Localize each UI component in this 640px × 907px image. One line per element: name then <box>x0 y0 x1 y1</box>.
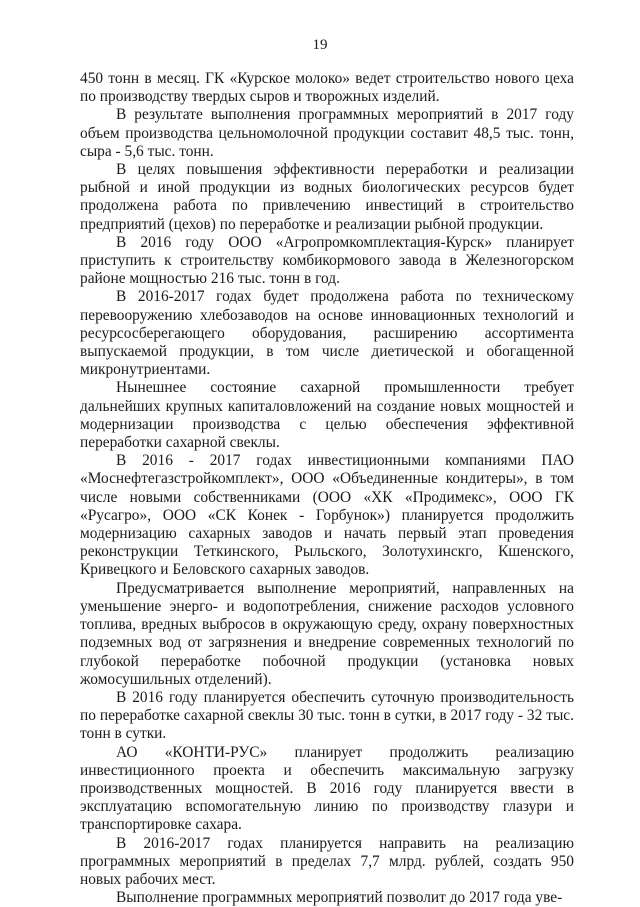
paragraph: В 2016 году планируется обеспечить суточную производительность по переработке сахарной свеклы 30 тыс. тонн в сутки, в 2017 году - 32 тыс. тонн в сутки. <box>80 688 574 743</box>
paragraph: АО «КОНТИ-РУС» планирует продолжить реализацию инвестиционного проекта и обеспечить максимальную загрузку производственных мощностей. В 2016 году планируется ввести в эксплуатацию вспомогательную линию по производству глазури и транспортировке сахара. <box>80 743 574 834</box>
paragraph: В результате выполнения программных мероприятий в 2017 году объем производства цельномолочной продукции составит 48,5 тыс. тонн, сыра - 5,6 тыс. тонн. <box>80 106 574 160</box>
paragraph: В 2016-2017 годах планируется направить на реализацию программных мероприятий в пределах 7,7 млрд. рублей, создать 950 новых рабочих мест. <box>80 834 574 888</box>
paragraph: Выполнение программных мероприятий позволит до 2017 года уве- <box>116 889 563 907</box>
paragraph: В 2016 году ООО «Агропромкомплектация-Курск» планирует приступить к строительству комбикормового завода в Железногорском районе мощностью 216 тыс. тонн в год. <box>80 233 574 288</box>
paragraph: Нынешнее состояние сахарной промышленности требует дальнейших крупных капиталовложений на создание новых мощностей и модернизации производства с целью обеспечения эффективной переработки сахарной свеклы. <box>80 379 574 452</box>
paragraph: Предусматривается выполнение мероприятий, направленных на уменьшение энерго- и водопотребления, снижение расходов условного топлива, вредных выбросов в окружающую среду, охрану поверхностных подземных вод от загрязнения и внедрение современных технологий по глубокой переработке побочной продукции (установка новых жомосушильных отделений). <box>80 579 574 688</box>
page-number: 19 <box>312 37 328 53</box>
paragraph: В целях повышения эффективности переработки и реализации рыбной и иной продукции из водных биологических ресурсов будет продолжена работа по привлечению инвестиций в строительство предприятий (цехов) по переработке и реализации рыбной продукции. <box>80 161 574 233</box>
paragraph: В 2016 - 2017 годах инвестиционными компаниями ПАО «Моснефтегазстройкомплект», ООО «Объединенные кондитеры», в том числе новыми собственниками (ООО «ХК «Продимекс», ООО ГК «Русагро», ООО «СК Конек - Горбунок») планируется продолжить модернизацию сахарных заводов и начать первый этап проведения реконструкции Теткинского, Рыльского, Золотухинскго, Кшенского, Кривецкого и Беловского сахарных заводов. <box>80 452 574 579</box>
paragraph: В 2016-2017 годах будет продолжена работа по техническому перевооружению хлебозаводов на основе инновационных технологий и ресурсосберегающего оборудования, расширению ассортимента выпускаемой продукции, в том числе диетической и обогащенной микронутриентами. <box>80 288 574 379</box>
paragraph: 450 тонн в месяц. ГК «Курское молоко» ведет строительство нового цеха по производству твердых сыров и творожных изделий. <box>80 70 574 106</box>
document-body <box>80 70 574 907</box>
